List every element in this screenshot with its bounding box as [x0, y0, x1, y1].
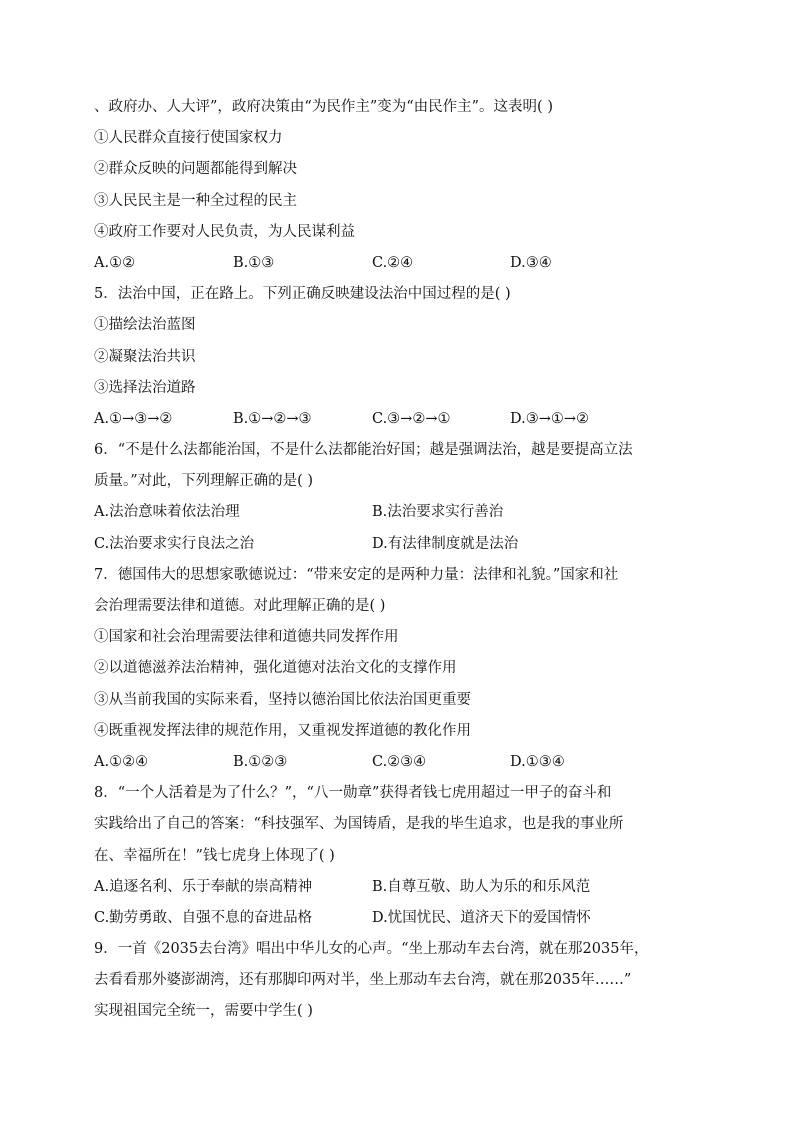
- q5-option-c: C.③→②→①: [372, 410, 451, 427]
- q8-option-c: C.勤劳勇敢、自强不息的奋进品格: [94, 909, 313, 926]
- q8-stem-line-3: 在、幸福所在！”钱七虎身上体现了( ): [94, 847, 335, 864]
- q7-stem-line-1: 7．德国伟大的思想家歌德说过：“带来安定的是两种力量：法律和礼貌。”国家和社: [94, 566, 619, 583]
- q9-stem-line-2: 去看看那外婆澎湖湾，还有那脚印两对半，坐上那动车去台湾，就在那2035年……”: [94, 972, 632, 989]
- q7-option-a: A.①②④: [94, 753, 149, 770]
- q7-item-1: ①国家和社会治理需要法律和道德共同发挥作用: [94, 629, 399, 646]
- q4-options: [94, 248, 714, 279]
- q9-stem-line-1: 9．一首《2035去台湾》唱出中华儿女的心声。“坐上那动车去台湾，就在那2035年，: [94, 941, 649, 958]
- q8-options-row-1: [94, 872, 714, 903]
- q5-option-d: D.③→①→②: [510, 410, 590, 427]
- q4-option-a: A.①②: [94, 254, 136, 271]
- q5-item-2: ②凝聚法治共识: [94, 348, 196, 365]
- q7-stem-line-2: 会治理需要法律和道德。对此理解正确的是( ): [94, 598, 386, 614]
- q6-option-b: B.法治要求实行善治: [372, 504, 504, 521]
- q4-item-1: ①人民群众直接行使国家权力: [94, 130, 283, 147]
- q6-options-row-2: [94, 529, 714, 560]
- q5-stem: 5．法治中国，正在路上。下列正确反映建设法治中国过程的是( ): [94, 286, 511, 303]
- q6-option-a: A.法治意味着依法治理: [94, 504, 240, 521]
- q6-stem-line-2: 质量。”对此，下列理解正确的是( ): [94, 473, 314, 490]
- q4-item-2: ②群众反映的问题都能得到解决: [94, 161, 297, 178]
- q6-option-c: C.法治要求实行良法之治: [94, 535, 255, 552]
- q4-item-4: ④政府工作要对人民负责，为人民谋利益: [94, 223, 355, 240]
- q4-stem: 、政府办、人大评”，政府决策由“为民作主”变为“由民作主”。这表明( ): [94, 99, 553, 115]
- q4-option-b: B.①③: [233, 254, 275, 271]
- q5-option-b: B.①→②→③: [233, 410, 312, 427]
- q5-item-3: ③选择法治道路: [94, 379, 196, 396]
- q6-stem-line-1: 6．“不是什么法都能治国，不是什么法都能治好国；越是强调法治，越是要提高立法: [94, 442, 633, 459]
- q7-item-3: ③从当前我国的实际来看，坚持以德治国比依法治国更重要: [94, 691, 471, 708]
- q8-stem-line-1: 8．“一个人活着是为了什么？”，“八一勋章”获得者钱七虎用超过一甲子的奋斗和: [94, 785, 612, 802]
- q5-option-a: A.①→③→②: [94, 410, 173, 427]
- q6-options-row-1: [94, 497, 714, 528]
- q7-item-2: ②以道德滋养法治精神，强化道德对法治文化的支撑作用: [94, 660, 457, 677]
- q8-option-b: B.自尊互敬、助人为乐的和乐风范: [372, 878, 591, 895]
- question-sheet: [94, 92, 714, 1028]
- q7-option-c: C.②③④: [372, 753, 427, 770]
- q6-option-d: D.有法律制度就是法治: [372, 535, 519, 552]
- q5-options: [94, 404, 714, 435]
- q5-item-1: ①描绘法治蓝图: [94, 317, 196, 334]
- q8-options-row-2: [94, 903, 714, 934]
- q8-option-a: A.追逐名利、乐于奉献的崇高精神: [94, 878, 313, 895]
- q7-option-d: D.①③④: [510, 753, 565, 770]
- q7-item-4: ④既重视发挥法律的规范作用，又重视发挥道德的教化作用: [94, 722, 471, 739]
- q8-stem-line-2: 实践给出了自己的答案：“科技强军、为国铸盾，是我的毕生追求，也是我的事业所: [94, 816, 624, 833]
- q7-options: [94, 747, 714, 778]
- q8-option-d: D.忧国忧民、道济天下的爱国情怀: [372, 909, 591, 926]
- q7-option-b: B.①②③: [233, 753, 288, 770]
- q9-stem-line-3: 实现祖国完全统一，需要中学生( ): [94, 1003, 313, 1020]
- q4-option-c: C.②④: [372, 254, 414, 271]
- q4-item-3: ③人民民主是一种全过程的民主: [94, 192, 297, 209]
- q4-option-d: D.③④: [510, 254, 552, 271]
